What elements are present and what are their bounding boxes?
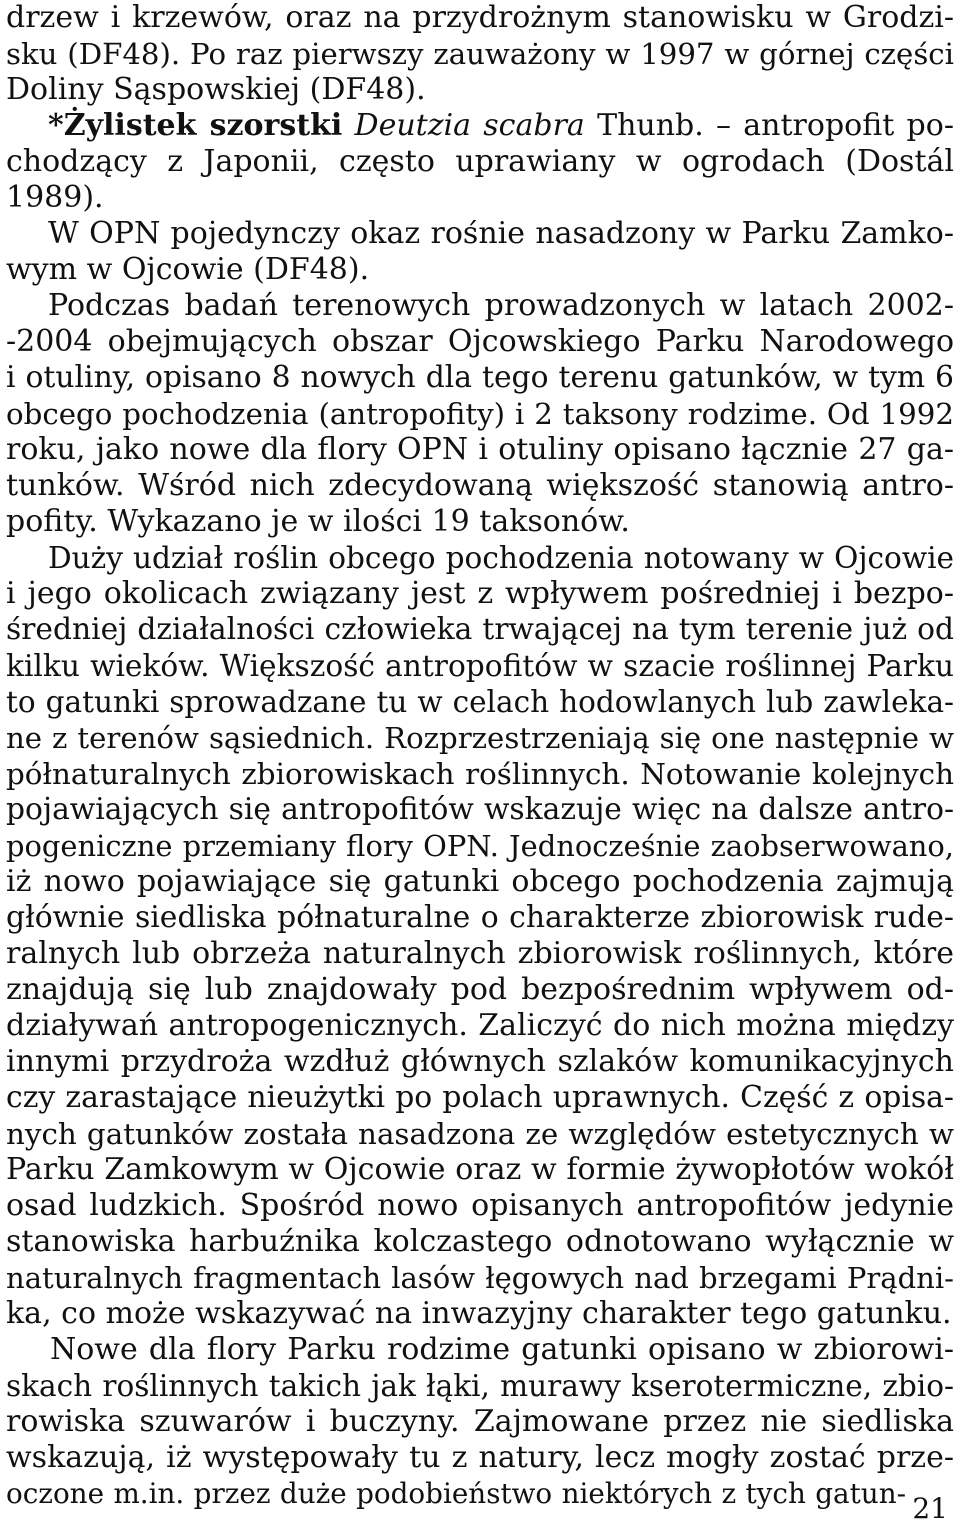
text-line: roku, jako nowe dla flory OPN i otuliny opisano łącznie 27 ga-: [6, 432, 954, 467]
text-line: średniej działalności człowieka trwającej na tym terenie już od: [6, 612, 954, 647]
text-line: czy zarastające nieużytki po polach uprawnych. Część z opisa-: [6, 1080, 954, 1115]
page-number: 21: [912, 1492, 948, 1525]
text-line: tunków. Wśród nich zdecydowaną większość stanowią antro-: [6, 468, 954, 503]
text-line: znajdują się lub znajdowały pod bezpośrednim wpływem od-: [6, 972, 954, 1007]
text-line: Parku Zamkowym w Ojcowie oraz w formie żywopłotów wokół: [6, 1152, 954, 1187]
text-line: osad ludzkich. Spośród nowo opisanych antropofitów jedynie: [6, 1188, 954, 1223]
text-line: pojawiających się antropofitów wskazuje więc na dalsze antro-: [6, 792, 954, 827]
text-line: ka, co może wskazywać na inwazyjny charakter tego gatunku.: [6, 1296, 952, 1331]
species-polish-name: *Żylistek szorstki: [48, 108, 343, 143]
text-line: W OPN pojedynczy okaz rośnie nasadzony w Parku Zamko-: [48, 216, 954, 251]
text-line: to gatunki sprowadzane tu w celach hodowlanych lub zawleka-: [6, 685, 954, 719]
text-line: wym w Ojcowie (DF48).: [6, 252, 370, 287]
text-line: kilku wieków. Większość antropofitów w szacie roślinnej Parku: [6, 648, 954, 683]
text-line: nych gatunków została nasadzona ze względów estetycznych w: [6, 1117, 954, 1151]
text-line: skach roślinnych takich jak łąki, murawy kserotermiczne, zbio-: [6, 1369, 954, 1403]
text-line: działywań antropogenicznych. Zaliczyć do nich można między: [6, 1008, 954, 1043]
text-line: ne z terenów sąsiednich. Rozprzestrzeniają się one następnie w: [6, 721, 954, 755]
text-line: Nowe dla flory Parku rodzime gatunki opisano w zbiorowi-: [50, 1332, 954, 1367]
text-line: naturalnych fragmentach lasów łęgowych nad brzegami Prądni-: [6, 1261, 954, 1295]
text-line: wskazują, iż występowały tu z natury, lecz mogły zostać prze-: [6, 1440, 954, 1475]
species-latin-name: Deutzia scabra: [354, 108, 585, 143]
text-line: drzew i krzewów, oraz na przydrożnym stanowisku w Grodzi-: [6, 0, 954, 35]
text-line: -2004 obejmujących obszar Ojcowskiego Parku Narodowego: [6, 324, 954, 359]
text-line: głównie siedliska półnaturalne o charakterze zbiorowisk rude-: [6, 900, 954, 935]
text-line: rowiska szuwarów i buczyny. Zajmowane przez nie siedliska: [6, 1404, 954, 1439]
text-line: Doliny Sąspowskiej (DF48).: [6, 72, 426, 107]
text-line: ralnych lub obrzeża naturalnych zbiorowisk roślinnych, które: [6, 936, 954, 971]
text-line: i jego okolicach związany jest z wpływem pośredniej i bezpo-: [6, 576, 954, 611]
text-line: Podczas badań terenowych prowadzonych w latach 2002-: [48, 288, 954, 323]
text-line: pofity. Wykazano je w ilości 19 taksonów.: [6, 504, 630, 539]
text-line: obcego pochodzenia (antropofity) i 2 taksony rodzime. Od 1992: [6, 397, 954, 431]
text-line: oczone m.in. przez duże podobieństwo niektórych z tych gatun-: [6, 1477, 906, 1510]
species-heading-line: [48, 108, 954, 144]
text-line: stanowiska harbuźnika kolczastego odnotowano wyłącznie w: [6, 1224, 954, 1259]
text-line: sku (DF48). Po raz pierwszy zauważony w 1997 w górnej części: [6, 37, 954, 71]
text-line: Duży udział roślin obcego pochodzenia notowany w Ojcowie: [48, 541, 954, 575]
text-line: innymi przydroża wzdłuż głównych szlaków komunikacyjnych: [6, 1044, 954, 1079]
text-line: pogeniczne przemiany flory OPN. Jednocześnie zaobserwowano,: [6, 829, 954, 863]
text-line: Thunb. – antropofit po-: [597, 108, 954, 143]
text-line: 1989).: [6, 180, 104, 215]
text-line: i otuliny, opisano 8 nowych dla tego terenu gatunków, w tym 6: [6, 360, 954, 395]
text-line: półnaturalnych zbiorowiskach roślinnych. Notowanie kolejnych: [6, 757, 954, 791]
text-line: iż nowo pojawiające się gatunki obcego pochodzenia zajmują: [6, 864, 954, 899]
text-line: chodzący z Japonii, często uprawiany w ogrodach (Dostál: [6, 144, 954, 179]
